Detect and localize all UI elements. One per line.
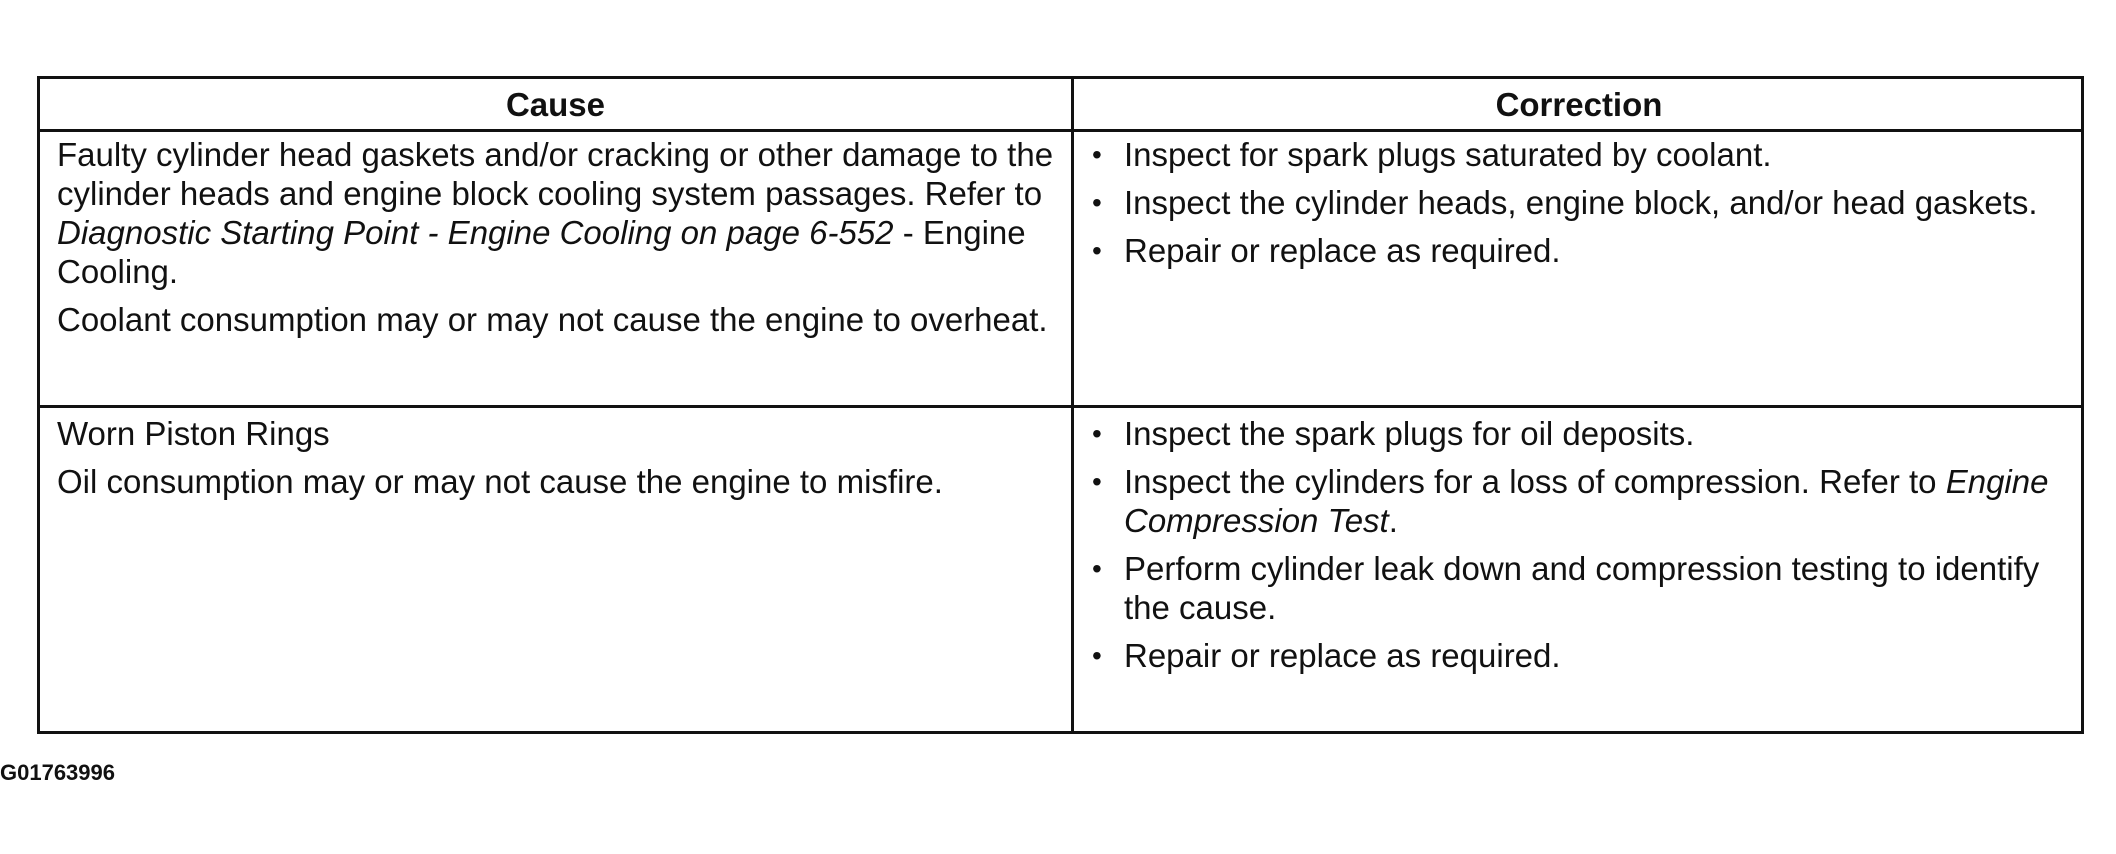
list-item-text: Inspect the cylinders for a loss of compression. Refer to [1124,463,1946,500]
bullet-icon: • [1092,139,1102,170]
list-item [1086,231,2076,270]
figure-id: G01763996 [0,760,115,785]
header-divider [40,129,2081,132]
list-item-text: Repair or replace as required. [1124,232,1561,269]
row2-cause-cell [57,414,1067,510]
row1-cause-paragraph-1 [57,135,1067,291]
list-item-text: Inspect for spark plugs saturated by coolant. [1124,136,1772,173]
row1-cause-paragraph-2: Coolant consumption may or may not cause the engine to overheat. [57,301,1048,338]
row1-cause-cell [57,135,1067,348]
correction-header: Correction [1495,86,1663,123]
row1-cause-text-end: - Engine Cooling. [57,214,1026,290]
cause-header: Cause [505,86,606,123]
list-item [1086,135,2076,174]
row1-cause-text: Faulty cylinder head gaskets and/or cracking or other damage to the cylinder heads and engine block cooling system passages. Refer to [57,136,1054,212]
list-item [1086,636,2076,675]
list-item-text: Inspect the spark plugs for oil deposits. [1124,415,1695,452]
list-item [1086,549,2076,627]
row1-correction-cell [1086,135,2076,279]
bullet-icon: • [1092,466,1102,497]
list-item [1086,183,2076,222]
list-item [1086,414,2076,453]
list-item [1086,462,2076,540]
list-item-text: Perform cylinder leak down and compression testing to identify the cause. [1124,550,2040,626]
diagnosis-table [37,76,2084,734]
list-item-text-end: . [1388,502,1398,539]
bullet-icon: • [1092,235,1102,266]
bullet-icon: • [1092,187,1102,218]
list-item-text: Repair or replace as required. [1124,637,1561,674]
cooling-reference-link[interactable]: Diagnostic Starting Point - Engine Cooling on page 6-552 [57,214,894,251]
row2-correction-cell [1086,414,2076,684]
list-item-text: Inspect the cylinder heads, engine block, and/or head gaskets. [1124,184,2038,221]
bullet-icon: • [1092,553,1102,584]
bullet-icon: • [1092,640,1102,671]
bullet-icon: • [1092,418,1102,449]
row2-cause-paragraph-2: Oil consumption may or may not cause the engine to misfire. [57,463,943,500]
row-divider [40,405,2081,408]
row2-cause-paragraph-1: Worn Piston Rings [57,415,330,452]
row1-correction-list [1086,135,2076,270]
compression-test-link[interactable]: Engine Compression Test [1124,463,2049,539]
row2-correction-list [1086,414,2076,675]
